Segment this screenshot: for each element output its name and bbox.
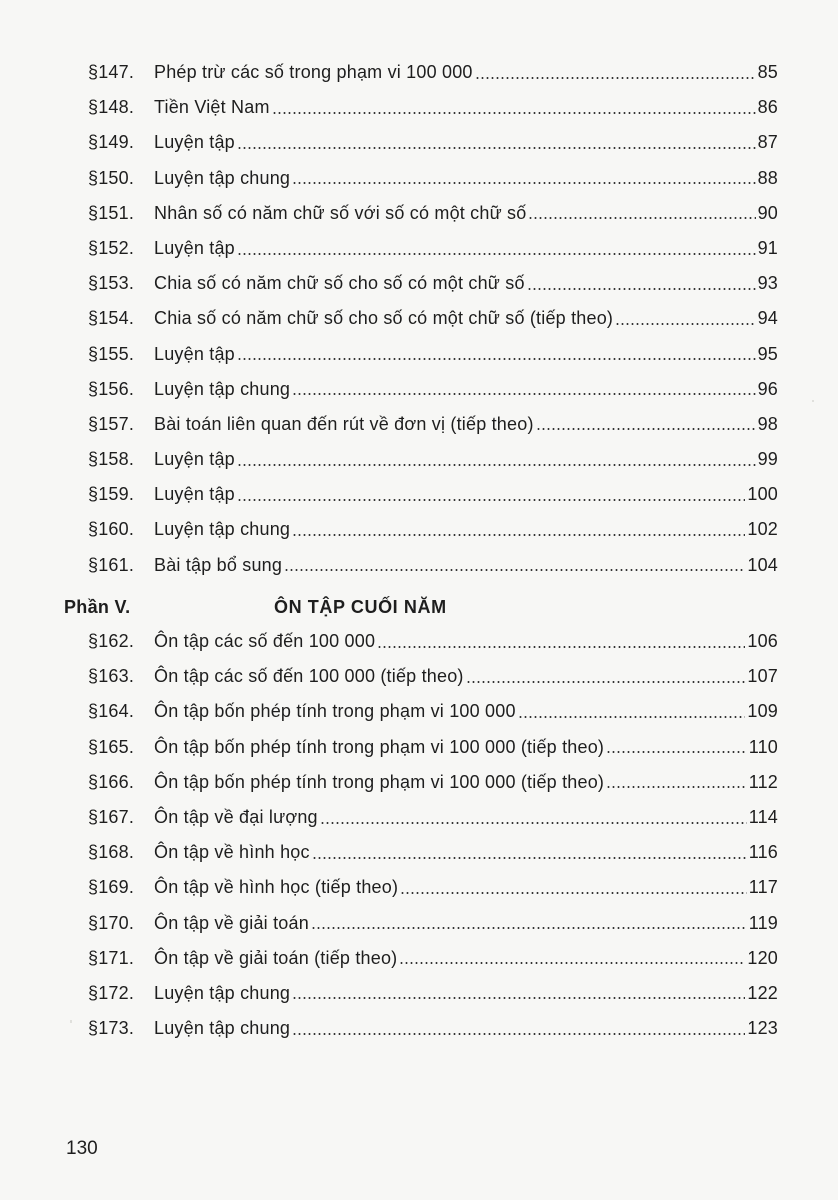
entry-page-number: 114	[748, 806, 778, 827]
section-number: §167.	[88, 806, 135, 827]
entry-page-number: 120	[747, 947, 778, 968]
entry-page-number: 106	[747, 631, 778, 651]
entry-title: Ôn tập bốn phép tính trong phạm vi 100 000 (tiếp theo)	[154, 771, 605, 792]
toc-entry-166	[88, 765, 778, 800]
section-number: §156.	[88, 378, 135, 399]
section-number: §151.	[88, 202, 135, 223]
section-number: §148.	[88, 97, 135, 118]
toc-entry-169	[88, 870, 778, 905]
dot-leader	[606, 751, 747, 753]
section-number: §147.	[88, 62, 135, 82]
dot-leader	[284, 569, 745, 571]
entry-title: Luyện tập chung	[154, 519, 291, 540]
entry-title: Tiền Việt Nam	[154, 97, 270, 118]
section-number: §150.	[88, 167, 135, 188]
entry-title: Bài tập bổ sung	[154, 554, 283, 575]
dot-leader	[292, 182, 755, 184]
dot-leader	[528, 217, 755, 219]
entry-page-number: 112	[748, 771, 778, 792]
section-number: §171.	[88, 947, 135, 968]
entry-page-number: 110	[748, 736, 778, 757]
entry-page-number: 104	[747, 554, 778, 575]
dot-leader	[400, 892, 747, 894]
toc-entry-158	[88, 442, 778, 477]
toc-entry-167	[88, 800, 778, 835]
entry-page-number: 98	[757, 413, 778, 434]
section-number: §152.	[88, 237, 135, 258]
entry-page-number: 86	[757, 97, 778, 118]
dot-leader	[237, 358, 756, 360]
entry-page-number: 123	[747, 1018, 778, 1039]
dot-leader	[518, 716, 746, 718]
section-number: §158.	[88, 449, 135, 470]
section-number: §162.	[88, 631, 135, 651]
section-number: §153.	[88, 273, 135, 294]
entry-page-number: 93	[757, 273, 778, 294]
entry-page-number: 119	[748, 912, 778, 933]
dot-leader	[399, 962, 745, 964]
dot-leader	[312, 857, 747, 859]
entry-page-number: 116	[748, 842, 778, 863]
section-number: §165.	[88, 736, 135, 757]
toc-entry-162	[88, 624, 778, 659]
section-number: §173.	[88, 1018, 135, 1039]
toc-entry-164	[88, 694, 778, 729]
toc-section-part-v	[88, 624, 778, 1046]
toc-entry-148	[88, 90, 778, 125]
toc-entry-172	[88, 976, 778, 1011]
entry-title: Ôn tập bốn phép tính trong phạm vi 100 000 (tiếp theo)	[154, 736, 605, 757]
dot-leader	[536, 428, 756, 430]
section-number: §157.	[88, 413, 135, 434]
dot-leader	[237, 464, 756, 466]
section-number: §161.	[88, 554, 135, 575]
entry-title: Luyện tập chung	[154, 378, 291, 399]
entry-page-number: 100	[747, 484, 778, 505]
dot-leader	[377, 646, 745, 648]
section-number: §169.	[88, 877, 135, 898]
entry-title: Phép trừ các số trong phạm vi 100 000	[154, 62, 473, 82]
toc-entry-150	[88, 161, 778, 196]
entry-page-number: 107	[747, 666, 778, 687]
part-v-heading	[64, 590, 778, 624]
dot-leader	[527, 288, 756, 290]
entry-title: Bài toán liên quan đến rút về đơn vị (tiếp theo)	[154, 413, 534, 434]
entry-title: Luyện tập	[154, 237, 235, 258]
section-number: §149.	[88, 132, 135, 153]
toc-entry-161	[88, 548, 778, 583]
section-number: §154.	[88, 308, 135, 329]
dot-leader	[272, 112, 756, 114]
entry-page-number: 117	[748, 877, 778, 898]
toc-entry-163	[88, 659, 778, 694]
part-title: ÔN TẬP CUỐI NĂM	[274, 597, 447, 617]
toc-entry-156	[88, 372, 778, 407]
section-number: §166.	[88, 771, 135, 792]
entry-page-number: 109	[747, 701, 778, 722]
entry-page-number: 95	[757, 343, 778, 364]
dot-leader	[615, 323, 755, 325]
dot-leader	[237, 499, 745, 501]
toc-entry-157	[88, 407, 778, 442]
section-number: §160.	[88, 519, 135, 540]
entry-page-number: 91	[757, 237, 778, 258]
toc-entry-168	[88, 835, 778, 870]
entry-title: Ôn tập bốn phép tính trong phạm vi 100 000	[154, 701, 516, 722]
toc-entry-160	[88, 512, 778, 547]
entry-title: Chia số có năm chữ số cho số có một chữ số (tiếp theo)	[154, 308, 614, 329]
entry-page-number: 122	[747, 982, 778, 1003]
toc-entry-151	[88, 196, 778, 231]
entry-page-number: 88	[757, 167, 778, 188]
section-number: §172.	[88, 982, 135, 1003]
section-number: §163.	[88, 666, 135, 687]
dot-leader	[475, 77, 756, 79]
dot-leader	[237, 253, 756, 255]
toc-entry-154	[88, 301, 778, 336]
scan-speck	[812, 400, 814, 402]
entry-title: Luyện tập chung	[154, 1018, 291, 1039]
part-label: Phần V.	[64, 597, 131, 617]
entry-title: Ôn tập về hình học (tiếp theo)	[154, 877, 399, 898]
entry-title: Ôn tập các số đến 100 000	[154, 631, 376, 651]
toc-entry-155	[88, 337, 778, 372]
entry-page-number: 99	[757, 449, 778, 470]
dot-leader	[292, 997, 745, 999]
entry-page-number: 96	[757, 378, 778, 399]
section-number: §164.	[88, 701, 135, 722]
dot-leader	[320, 822, 747, 824]
scan-speck	[70, 1020, 72, 1023]
toc-entry-173	[88, 1011, 778, 1046]
section-number: §170.	[88, 912, 135, 933]
dot-leader	[311, 927, 747, 929]
footer-page-number: 130	[66, 1138, 98, 1159]
entry-title: Luyện tập	[154, 484, 235, 505]
toc-entry-149	[88, 125, 778, 160]
section-number: §168.	[88, 842, 135, 863]
dot-leader	[292, 393, 755, 395]
entry-title: Ôn tập các số đến 100 000 (tiếp theo)	[154, 666, 464, 687]
entry-title: Ôn tập về hình học	[154, 842, 310, 863]
entry-page-number: 90	[757, 202, 778, 223]
entry-title: Luyện tập chung	[154, 982, 291, 1003]
entry-title: Luyện tập chung	[154, 167, 291, 188]
section-number: §159.	[88, 484, 135, 505]
entry-page-number: 87	[757, 132, 778, 153]
entry-page-number: 102	[747, 519, 778, 540]
entry-title: Nhân số có năm chữ số với số có một chữ số	[154, 202, 527, 223]
dot-leader	[292, 1033, 745, 1035]
dot-leader	[292, 534, 745, 536]
toc-entry-165	[88, 730, 778, 765]
entry-title: Luyện tập	[154, 132, 235, 153]
toc-entry-170	[88, 906, 778, 941]
entry-page-number: 94	[757, 308, 778, 329]
entry-title: Chia số có năm chữ số cho số có một chữ số	[154, 273, 525, 294]
entry-title: Ôn tập về giải toán (tiếp theo)	[154, 947, 398, 968]
toc-entry-147	[88, 55, 778, 90]
entry-page-number: 85	[757, 62, 778, 82]
section-number: §155.	[88, 343, 135, 364]
entry-title: Ôn tập về giải toán	[154, 912, 309, 933]
toc-entry-152	[88, 231, 778, 266]
toc-entry-171	[88, 941, 778, 976]
dot-leader	[466, 681, 746, 683]
toc-entry-159	[88, 477, 778, 512]
dot-leader	[606, 786, 747, 788]
toc-section-a	[88, 55, 778, 583]
toc-entry-153	[88, 266, 778, 301]
entry-title: Luyện tập	[154, 449, 235, 470]
dot-leader	[237, 147, 756, 149]
entry-title: Luyện tập	[154, 343, 235, 364]
entry-title: Ôn tập về đại lượng	[154, 806, 318, 827]
